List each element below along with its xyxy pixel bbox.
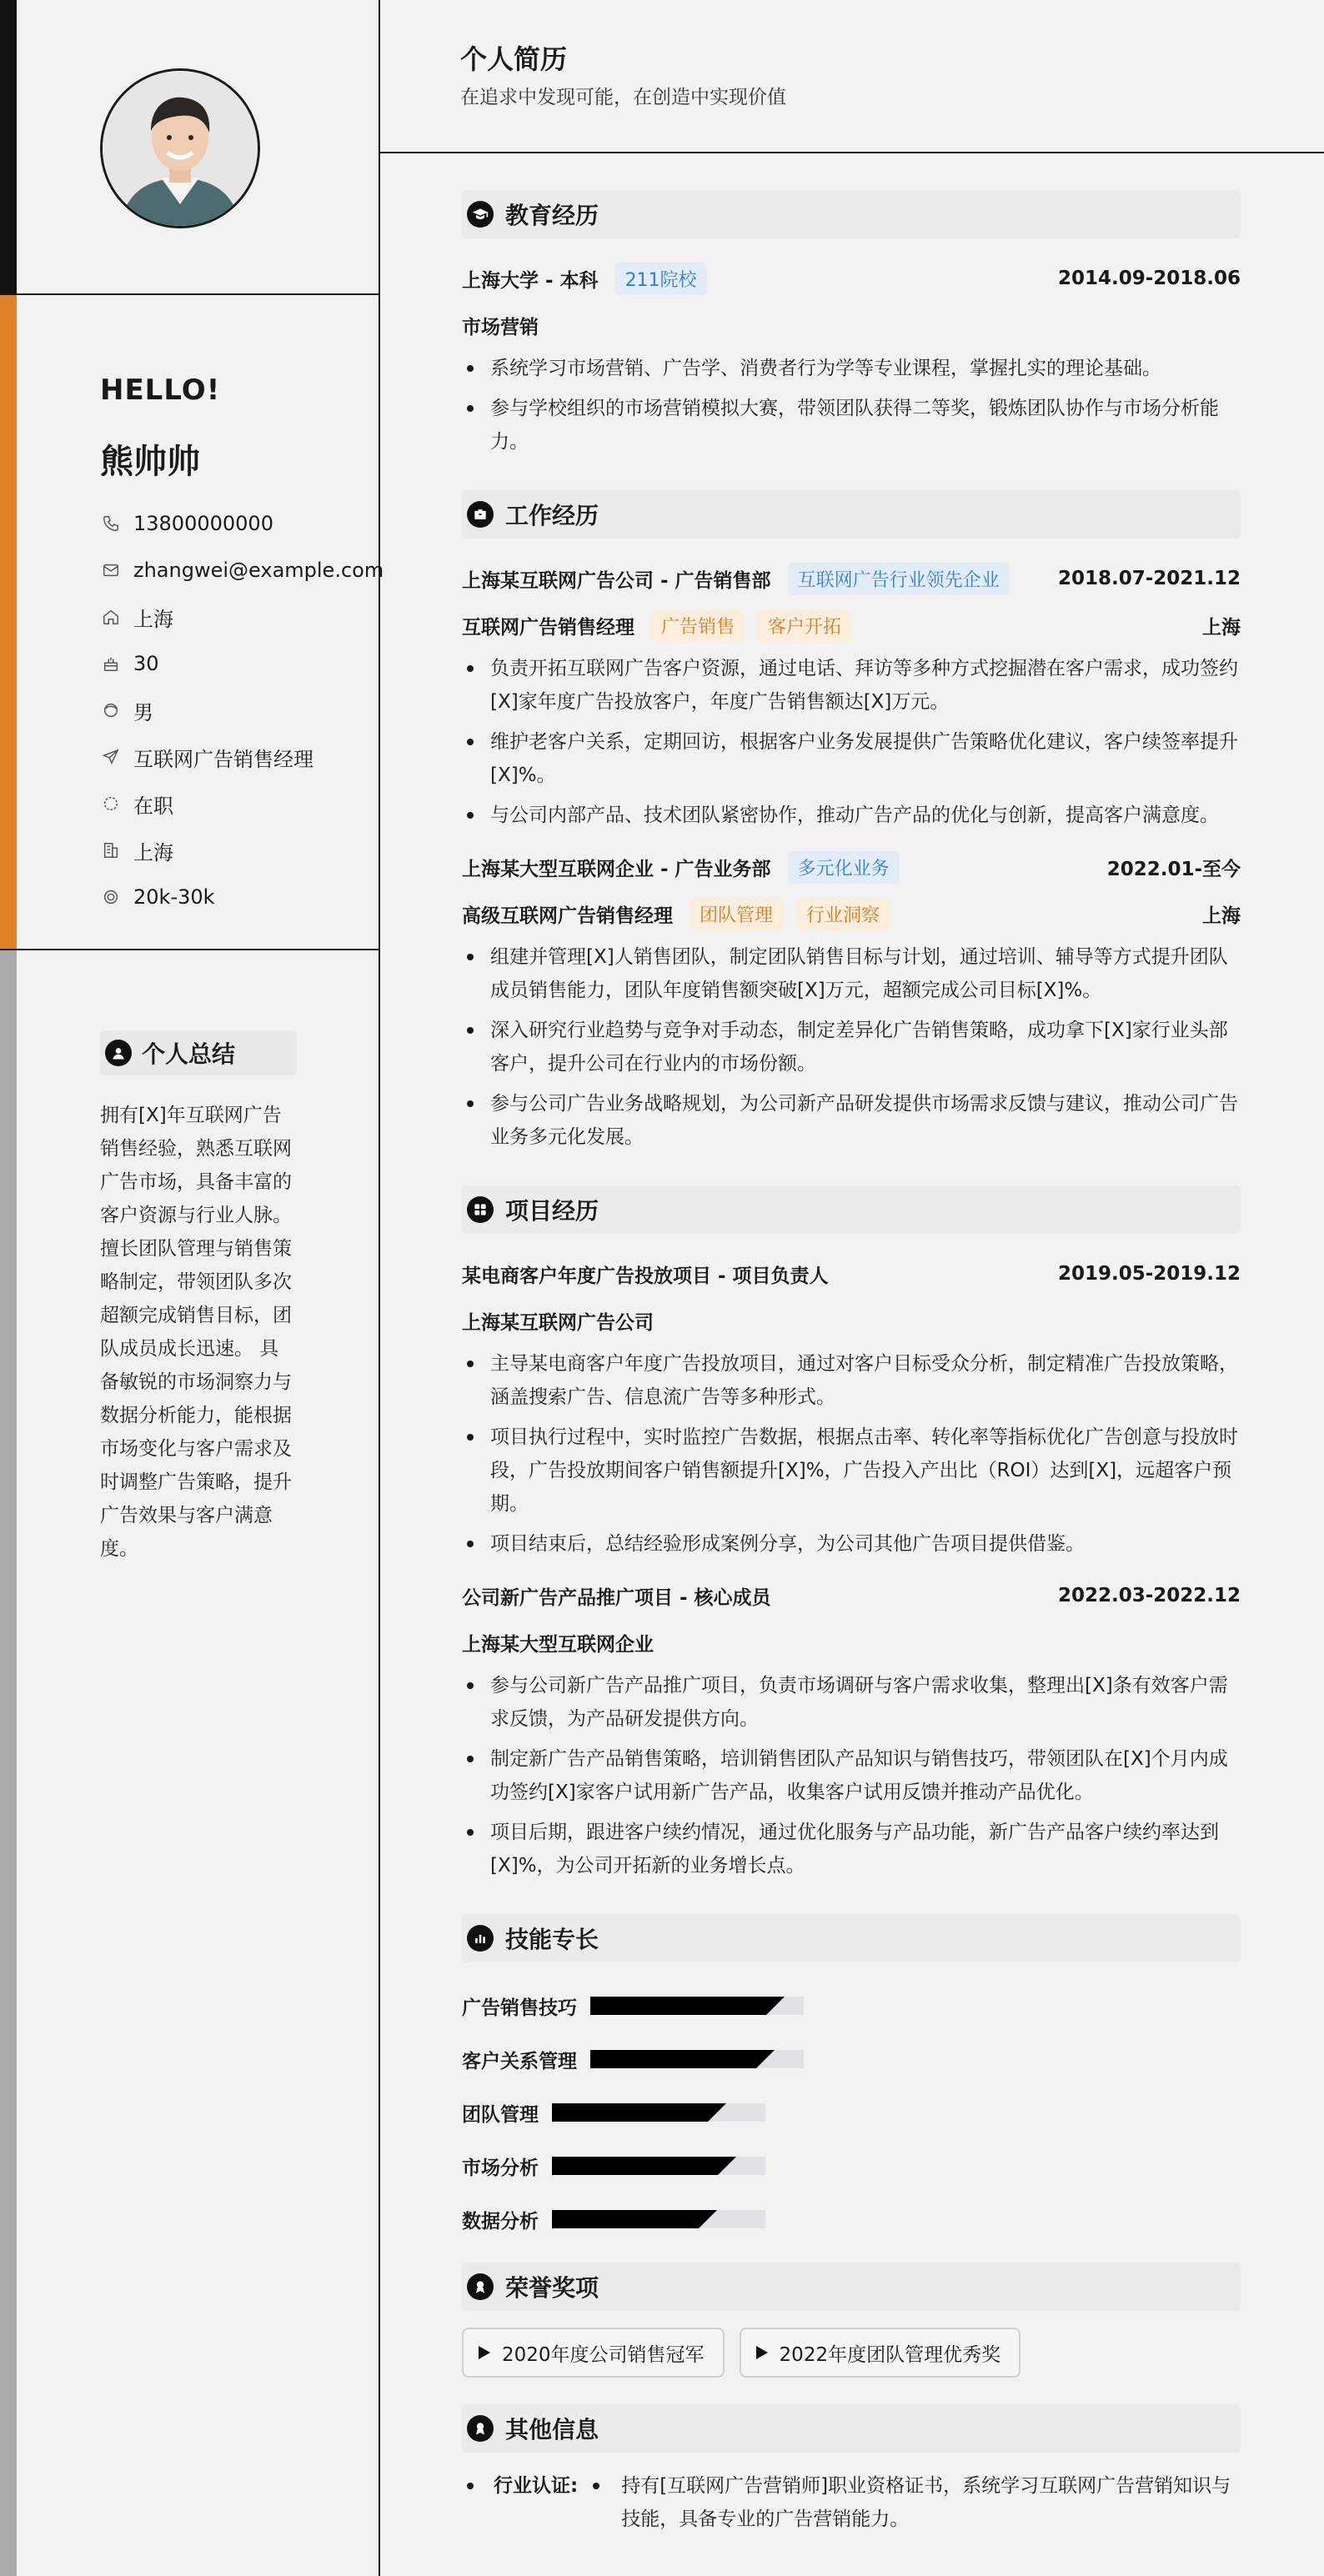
list-item: 参与公司广告业务战略规划，为公司新产品研发提供市场需求反馈与建议，推动公司广告业务多元化发展。 [462,1087,1241,1154]
skill-tag: 行业洞察 [796,898,890,930]
section-header [462,490,1241,539]
info-work-city [100,827,384,874]
section-header [462,1914,1241,1962]
skill-name: 客户关系管理 [462,2050,577,2072]
city-value: 上海 [133,607,173,631]
email-value: zhangwei@example.com [133,559,384,582]
section-header [462,1185,1241,1234]
home-icon [100,606,122,628]
list-item: 组建并管理[X]人销售团队，制定团队销售目标与计划，通过培训、辅导等方式提升团队成员销售能力，团队年度销售额突破[X]万元，超额完成公司目标[X]%。 [462,940,1241,1007]
avatar [100,68,260,228]
list-item: 项目结束后，总结经验形成案例分享，为公司其他广告项目提供借鉴。 [462,1527,1241,1561]
skill-bar [590,1997,804,2015]
skill-item [462,2139,860,2193]
skill-name: 数据分析 [462,2210,539,2233]
status-value: 在职 [133,794,173,818]
info-status [100,780,384,827]
section-title: 荣誉奖项 [505,2274,599,2302]
other-section [462,2404,1241,2536]
bullet [593,2483,599,2489]
graduation-cap-icon [467,201,494,228]
other-item [462,2469,1241,2536]
honors-section [462,2263,1241,2378]
job-role-row [462,602,1241,649]
salary-value: 20k-30k [133,885,215,909]
summary-text: 拥有[X]年互联网广告销售经验，熟悉互联网广告市场，具备丰富的客户资源与行业人脉。 擅长团队管理与销售策略制定，带领团队多次超额完成销售目标，团队成员成长迅速。 具备敏锐的市场洞察力与数据分析能力，能根据市场变化与客户需求及时调整广告策略，提升广告效果与客户满意度。 [100,1105,292,1560]
phone-value: 13800000000 [133,512,273,535]
divider [0,949,379,950]
work-city-value: 上海 [133,840,173,865]
skill-item [462,2032,860,2086]
education-bullets [462,352,1241,459]
skill-bar [552,2210,765,2228]
project-org-row [462,1619,1241,1666]
info-age [100,640,384,687]
cake-icon [100,653,122,674]
other-text: 持有[互联网广告营销师]职业资格证书，系统学习互联网广告营销知识与技能，具备专业的广告营销能力。 [621,2475,1231,2530]
sidebar-accent-gray [0,950,17,2576]
list-item: 与公司内部产品、技术团队紧密协作，推动广告产品的优化与创新，提高客户满意度。 [462,799,1241,832]
skills-section [462,1914,1241,2246]
phone-icon [100,513,122,534]
mail-icon [100,559,122,581]
divider [380,152,1324,153]
award-label: 2022年度团队管理优秀奖 [779,2343,1001,2366]
school-name: 上海大学 - 本科 [462,269,599,292]
education-section [462,190,1241,459]
sidebar-accent-black [0,0,17,293]
list-item: 参与学校组织的市场营销模拟大赛，带领团队获得二等奖，锻炼团队协作与市场分析能力。 [462,392,1241,459]
contact-list [100,500,384,920]
section-header [462,2263,1241,2311]
skill-item [462,2086,860,2139]
skill-bar-fill [552,2210,699,2228]
skill-name: 团队管理 [462,2103,539,2126]
sidebar [0,0,384,2576]
list-item: 参与公司新广告产品推广项目，负责市场调研与客户需求收集，整理出[X]条有效客户需求反馈，为产品研发提供方向。 [462,1669,1241,1736]
skill-bar [552,2103,765,2122]
info-icon [467,2415,494,2442]
skill-bar [590,2050,804,2068]
job-city: 上海 [1202,905,1241,927]
gender-icon [100,699,122,721]
skill-name: 市场分析 [462,2157,539,2179]
bar-chart-icon [467,1925,494,1952]
bullet [467,2483,474,2489]
project-entry [462,1250,1241,1561]
summary-header [100,1030,297,1075]
user-icon [105,1040,132,1066]
info-gender [100,687,384,734]
project-name: 公司新广告产品推广项目 - 核心成员 [462,1586,771,1609]
company-tag: 互联网广告行业领先企业 [788,563,1010,595]
sidebar-accent-orange [0,293,17,950]
project-org-row [462,1297,1241,1344]
company-name: 上海某互联网广告公司 - 广告销售部 [462,569,771,592]
skills-grid [462,1979,1241,2246]
major-row [462,302,1241,348]
projects-section [462,1185,1241,1882]
main-content [380,0,1324,2576]
company-tag: 多元化业务 [788,851,900,884]
project-org: 上海某互联网广告公司 [462,1311,654,1334]
project-bullets [462,1669,1241,1882]
skill-bar-fill [590,2050,756,2068]
coin-icon [100,886,122,908]
list-item: 制定新广告产品销售策略，培训销售团队产品知识与销售技巧，带领团队在[X]个月内成功签约[X]家客户试用新广告产品，收集客户试用反馈并推动产品优化。 [462,1742,1241,1809]
project-org: 上海某大型互联网企业 [462,1633,654,1656]
job-entry [462,844,1241,1154]
job-role-row [462,890,1241,937]
section-header [462,2404,1241,2453]
section-title: 技能专长 [505,1926,599,1953]
list-item: 项目后期，跟进客户续约情况，通过优化服务与产品功能，新广告产品客户续约率达到[X]%，为公司开拓新的业务增长点。 [462,1816,1241,1882]
skill-tag: 客户开拓 [758,609,851,642]
send-icon [100,746,122,768]
section-title: 工作经历 [505,502,599,529]
info-phone [100,500,384,547]
grid-icon [467,1196,494,1223]
project-name: 某电商客户年度广告投放项目 - 项目负责人 [462,1265,829,1287]
list-item: 深入研究行业趋势与竞争对手动态，制定差异化广告销售策略，成功拿下[X]家行业头部客户，提升公司在行业内的市场份额。 [462,1014,1241,1080]
school-tag: 211院校 [615,263,707,295]
position-value: 互联网广告销售经理 [133,747,313,771]
info-position [100,734,384,780]
education-date: 2014.09-2018.06 [1057,268,1241,289]
gender-value: 男 [133,700,153,724]
skill-name: 广告销售技巧 [462,1997,577,2019]
project-bullets [462,1347,1241,1561]
job-role: 互联网广告销售经理 [462,616,634,639]
info-city [100,594,384,640]
job-date: 2018.07-2021.12 [1057,568,1241,589]
job-header [462,844,1241,890]
skill-bar-fill [552,2157,718,2175]
award-item [462,2328,725,2378]
info-email [100,547,384,594]
project-header [462,1572,1241,1619]
job-date: 2022.01-至今 [1106,858,1241,880]
skill-item [462,2193,860,2246]
section-title: 其他信息 [505,2416,599,2443]
section-title: 教育经历 [505,202,599,229]
skill-tag: 团队管理 [690,898,783,930]
list-item: 维护老客户关系，定期回访，根据客户业务发展提供广告策略优化建议，客户续签率提升[X]%。 [462,725,1241,792]
awards-list [462,2328,1241,2378]
project-entry [462,1572,1241,1882]
skill-item [462,1979,860,2032]
status-icon [100,793,122,814]
page-title: 个人简历 [460,43,568,75]
award-icon [467,2273,494,2300]
job-header [462,555,1241,602]
skill-bar [552,2157,765,2175]
project-header [462,1250,1241,1297]
divider [0,293,379,295]
job-bullets [462,940,1241,1154]
work-section [462,490,1241,1154]
award-label: 2020年度公司销售冠军 [502,2343,705,2366]
summary-title: 个人总结 [142,1040,236,1068]
list-item: 系统学习市场营销、广告学、消费者行为学等专业课程，掌握扎实的理论基础。 [462,352,1241,385]
play-icon [479,2346,490,2359]
info-salary [100,874,384,920]
list-item: 主导某电商客户年度广告投放项目，通过对客户目标受众分析，制定精准广告投放策略，涵盖搜索广告、信息流广告等多种形式。 [462,1347,1241,1414]
age-value: 30 [133,652,159,675]
project-date: 2022.03-2022.12 [1057,1585,1241,1606]
skill-bar-fill [590,1997,766,2015]
list-item: 项目执行过程中，实时监控广告数据，根据点击率、转化率等指标优化广告创意与投放时段，广告投放期间客户销售额提升[X]%，广告投入产出比（ROI）达到[X]，远超客户预期。 [462,1421,1241,1521]
page-subtitle: 在追求中发现可能，在创造中实现价值 [460,87,786,108]
major: 市场营销 [462,316,539,338]
building-icon [100,839,122,861]
section-title: 项目经历 [505,1197,599,1225]
greeting: HELLO! [100,373,221,407]
candidate-name: 熊帅帅 [100,443,200,481]
job-city: 上海 [1202,616,1241,639]
job-role: 高级互联网广告销售经理 [462,905,673,927]
education-row [462,255,1241,302]
skill-tag: 广告销售 [651,609,745,642]
company-name: 上海某大型互联网企业 - 广告业务部 [462,858,771,880]
play-icon [756,2346,768,2359]
job-entry [462,555,1241,832]
list-item: 负责开拓互联网广告客户资源，通过电话、拜访等多种方式挖掘潜在客户需求，成功签约[X]家年度广告投放客户，年度广告销售额达[X]万元。 [462,652,1241,719]
section-header [462,190,1241,238]
briefcase-icon [467,501,494,528]
other-label: 行业认证: [494,2475,579,2497]
sections [462,190,1241,2536]
job-bullets [462,652,1241,832]
award-item [740,2328,1021,2378]
skill-bar-fill [552,2103,708,2122]
project-date: 2019.05-2019.12 [1057,1263,1241,1285]
